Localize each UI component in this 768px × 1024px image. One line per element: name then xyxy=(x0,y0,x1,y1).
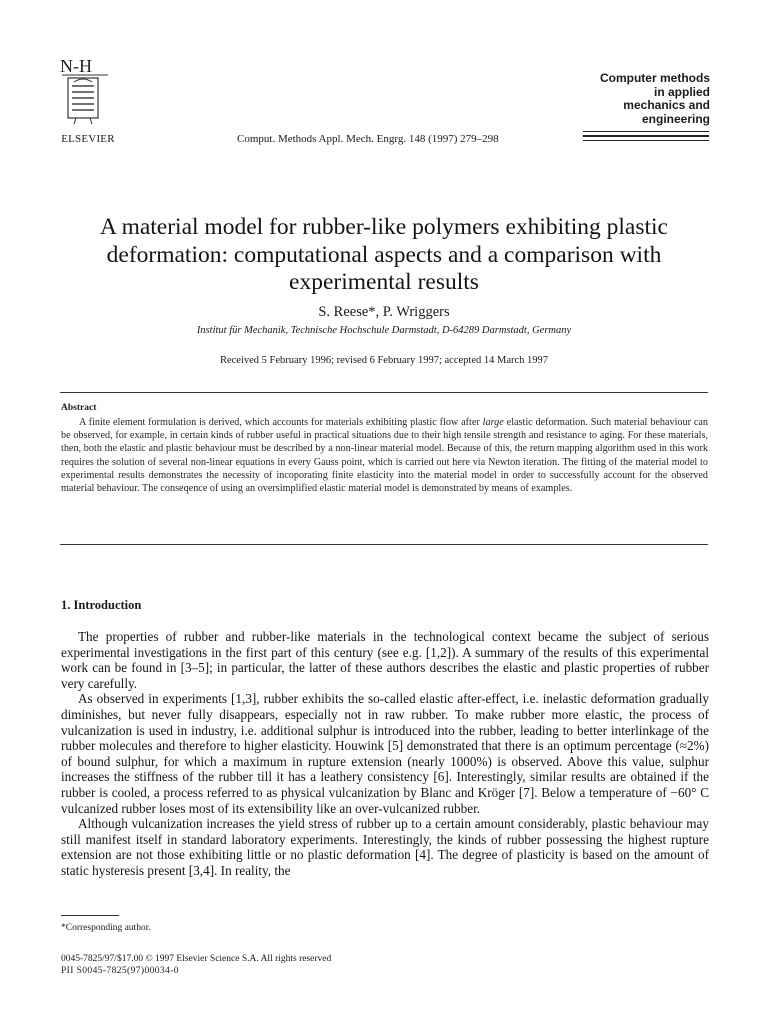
section-body xyxy=(61,629,709,879)
abstract-heading: Abstract xyxy=(61,403,97,413)
body-paragraph: Although vulcanization increases the yield stress of rubber up to a certain amount considerably, plastic behaviour may still manifest itself in standard laboratory experiments. Interestingly, the kinds of rubber possessing the highest rupture extension are not those exhibiting little or no plastic deformation [4]. The degree of plasticity is based on the amount of static hysteresis present [3,4]. In reality, the xyxy=(61,816,709,878)
abstract-top-rule xyxy=(60,392,708,393)
pii-line: PII S0045-7825(97)00034-0 xyxy=(61,966,179,976)
article-authors: S. Reese*, P. Wriggers xyxy=(318,304,450,320)
body-paragraph: As observed in experiments [1,3], rubber exhibits the so-called elastic after-effect, i.e. inelastic deformation gradually diminishes, but never fully disappears, especially not in raw rubber. To make rubber more elastic, the process of vulcanization is used in industry, i.e. additional sulphur is introduced into the rubber, leading to better interlinkage of the rubber molecules and therefore to higher elasticity. Houwink [5] demonstrated that there is an optimum percentage (≈2%) of bound sulphur, for which a maximum in rupture extension (nearly 1000%) is observed. Above this value, sulphur increases the stiffness of the rubber till it has a leathery consistency [6]. Interestingly, similar results are obtained if the rubber is cooled, a process referred to as physical vulcanization by Blanc and Kröger [7]. Below a temperature of −60° C vulcanized rubber loses most of its extensibility like an over-vulcanized rubber. xyxy=(61,691,709,816)
journal-brand-line: Computer methods xyxy=(599,71,710,85)
abstract-text-part: elastic deformation. Such material behaviour can be observed, for example, in certain kinds of rubber useful in practical situations due to their high tensile strength and resistance to aging. For these materials, then, both the elastic and plastic behaviour must be described by a non-linear material model. Because of this, the return mapping algorithm used in this work requires the solution of several non-linear equations in every Gauss point, which is carried out here via Newton iteration. The fitting of the material model to experimental results demonstrates the necessity of incoporating finite elasticity into the material model in order to successfully account for the observed material behaviour. The conseqence of using an oversimplified elastic material model is demonstrated by means of examples. xyxy=(61,417,708,495)
elsevier-logo xyxy=(56,56,116,128)
received-dates: Received 5 February 1996; revised 6 February 1997; accepted 14 March 1997 xyxy=(219,355,549,366)
abstract-italic-word: large xyxy=(482,417,504,428)
article-title: A material model for rubber-like polymers exhibiting plastic deformation: computational aspects and a comparison with experimental results xyxy=(100,214,668,295)
footnote-rule xyxy=(61,915,119,916)
abstract-bottom-rule xyxy=(60,544,708,545)
journal-brand-line: in applied xyxy=(653,84,710,99)
publisher-name: ELSEVIER xyxy=(61,133,115,145)
journal-brand-rules xyxy=(583,131,709,143)
section-heading: 1. Introduction xyxy=(61,598,142,612)
publisher-mark: N-H xyxy=(60,56,92,76)
journal-reference: Comput. Methods Appl. Mech. Engrg. 148 (1997) 279–298 xyxy=(237,133,499,145)
body-paragraph: The properties of rubber and rubber-like materials in the technological context became the subject of serious experimental investigations in the first part of this century (see e.g. [1,2]). A summary of the results of this experimental work can be found in [3–5]; in particular, the latter of these authors describes the elastic and plastic properties of rubber very carefully. xyxy=(61,629,709,691)
abstract-text-part: A finite element formulation is derived, which accounts for materials exhibiting plastic flow after xyxy=(79,417,483,428)
copyright-line: 0045-7825/97/$17.00 © 1997 Elsevier Science S.A. All rights reserved xyxy=(61,954,332,964)
footnote: *Corresponding author. xyxy=(61,923,151,933)
abstract-text xyxy=(61,416,708,495)
author-affiliation: Institut für Mechanik, Technische Hochschule Darmstadt, D-64289 Darmstadt, Germany xyxy=(196,325,572,336)
journal-brand-line: mechanics and xyxy=(623,98,710,112)
journal-brand xyxy=(575,72,710,126)
journal-brand-line: engineering xyxy=(641,111,710,126)
